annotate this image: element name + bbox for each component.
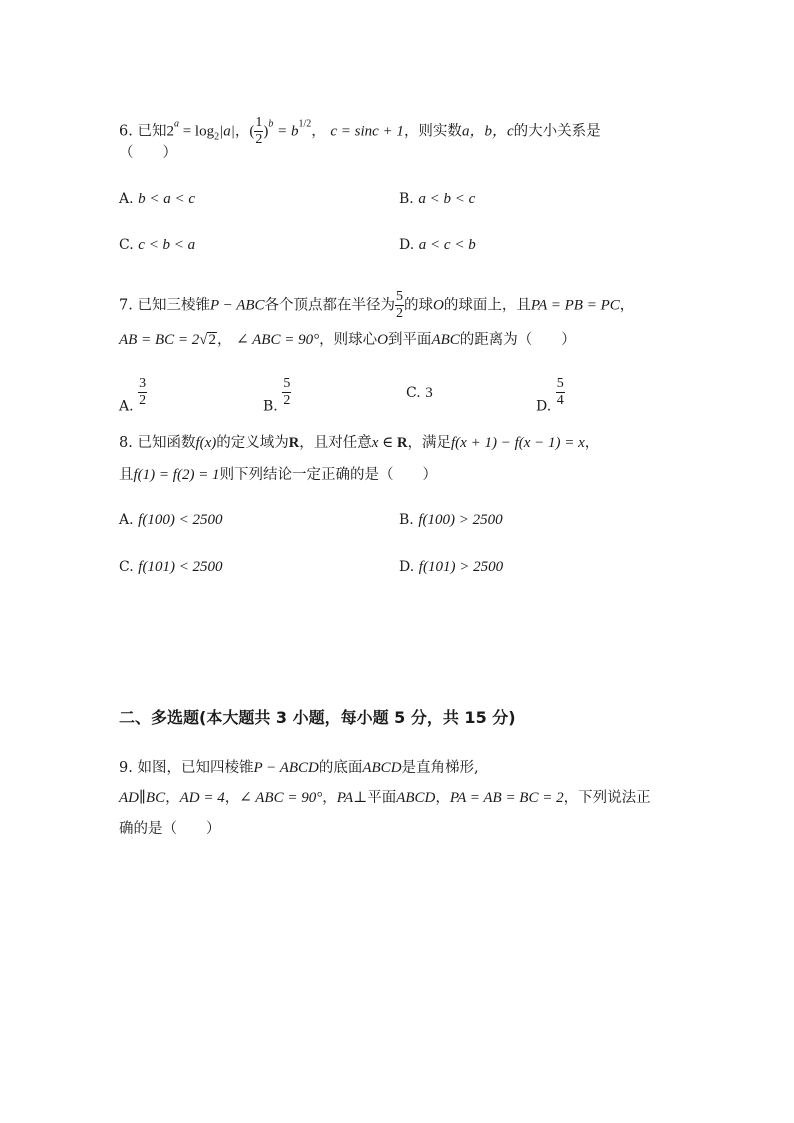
q7-radical-sign: √	[199, 332, 208, 348]
q6-option-b	[399, 192, 475, 207]
q8-option-c	[119, 560, 223, 575]
q6-vars: a，b，c	[461, 123, 514, 140]
q7-o1: O	[433, 297, 444, 314]
q6-text-a: 已知	[137, 123, 167, 140]
q7-number: 7.	[119, 297, 133, 314]
q9-plane: 平面	[367, 790, 397, 806]
q6-expr2-rhs-exp: 1/2	[298, 118, 312, 130]
section2-heading: 二、多选题(本大题共 3 小题，每小题 5 分，共 15 分)	[119, 708, 516, 727]
q7-o2: O	[377, 332, 388, 348]
q8-r1: R	[288, 435, 300, 451]
q6-option-b-label: B.	[399, 191, 414, 207]
q8-text-c: ，且对任意	[299, 435, 372, 451]
q7-stem	[119, 290, 634, 321]
q8-option-d-text: f(101) > 2500	[418, 559, 504, 575]
q9-sep1: ，	[165, 790, 180, 806]
q7-text-b: 各个顶点都在半径为	[264, 297, 396, 314]
q9-pabcd: P − ABCD	[253, 760, 319, 776]
q6-expr1-sub: 2	[214, 131, 220, 143]
q6-expr1-base: 2	[166, 123, 174, 140]
q6-option-d-label: D.	[399, 237, 415, 253]
q8-option-c-label: C.	[119, 559, 134, 575]
q6-number: 6.	[119, 123, 133, 140]
q7-line2-c: 到平面	[387, 332, 432, 348]
q9-abcd-2: ABCD	[396, 790, 436, 806]
q6-expr2-eq: = b	[273, 123, 299, 140]
q6-option-c-label: C.	[119, 237, 134, 253]
q7-text-a: 已知三棱锥	[137, 297, 210, 314]
q9-sep3: ，	[322, 790, 337, 806]
q7-option-d-den: 4	[556, 393, 564, 408]
q7-option-c-text: 3	[425, 385, 433, 401]
q9-parallel: AD∥BC	[119, 790, 166, 806]
q6-sep2: ，	[311, 123, 326, 140]
q7-text-c: 的球	[404, 297, 434, 314]
q7-line2-b: ，则球心	[319, 332, 378, 348]
q8-option-a	[119, 513, 222, 528]
q8-r2: R	[397, 435, 408, 451]
q6-expr1-rest: = log	[178, 123, 215, 140]
q9-text-c: 是直角梯形,	[401, 760, 479, 776]
q7-option-d-num: 5	[556, 376, 564, 391]
q6-sep1: ，	[234, 123, 250, 140]
q7-option-a-num: 3	[139, 376, 147, 391]
q6-option-a-text: b < a < c	[138, 191, 196, 207]
q6-expr3: c = sinc + 1	[330, 123, 404, 140]
q6-expr2-open: (	[249, 123, 255, 140]
q7-radius	[395, 290, 404, 321]
q8-eq: f(x + 1) − f(x − 1) = x	[451, 435, 585, 451]
q9-sep4: ，	[435, 790, 450, 806]
q9-ad: AD = 4	[179, 790, 225, 806]
q7-comma: ，	[619, 297, 635, 314]
q9-eq: PA = AB = BC = 2	[449, 790, 564, 806]
q7-option-c-label: C.	[406, 385, 421, 401]
q7-option-b-label: B.	[263, 398, 278, 415]
q6-text-b: ，则实数	[403, 123, 462, 140]
q6-option-b-text: a < b < c	[418, 191, 476, 207]
q8-stem	[119, 436, 599, 451]
q6-option-d	[399, 238, 476, 253]
q8-option-d	[399, 560, 503, 575]
q8-fx: f(x)	[195, 435, 217, 451]
q8-xin: x ∈	[371, 435, 398, 451]
q6-expr2-den: 2	[255, 132, 263, 147]
q7-line2	[119, 332, 576, 348]
q6-option-c-text: c < b < a	[138, 237, 196, 253]
q6-paren: （ ）	[119, 145, 177, 161]
q6-stem	[119, 116, 601, 147]
q7-line2-d: 的距离为（ ）	[459, 332, 576, 348]
q7-option-a-frac	[138, 377, 147, 408]
q6-option-c	[119, 238, 195, 253]
q9-line2	[119, 791, 651, 806]
q8-text-b: 的定义域为	[216, 435, 289, 451]
q9-sep2: ，	[224, 790, 240, 806]
q6-expr1-abs: |a|	[219, 123, 235, 140]
q9-stem	[119, 761, 479, 776]
q7-option-b-num: 5	[283, 376, 291, 391]
q9-perp: PA⊥	[336, 790, 368, 806]
q7-line2-sep: ，	[216, 332, 232, 348]
q8-option-a-label: A.	[119, 512, 134, 528]
q7-angle: ∠ ABC = 90°	[236, 332, 320, 348]
q8-line2	[119, 468, 437, 483]
q7-option-a-label: A.	[119, 398, 134, 415]
q6-text-c: 的大小关系是	[513, 123, 601, 140]
q8-option-a-text: f(100) < 2500	[138, 512, 223, 528]
q9-line2-b: ，下列说法正	[563, 790, 651, 806]
q6-option-a-label: A.	[119, 191, 134, 207]
q8-option-c-text: f(101) < 2500	[138, 559, 223, 575]
q8-text-d: ，满足	[407, 435, 452, 451]
q6-expr2-close: )	[263, 123, 269, 140]
q7-option-b-den: 2	[283, 393, 291, 408]
q8-number: 8.	[119, 435, 133, 451]
q8-line2-eq: f(1) = f(2) = 1	[133, 467, 220, 483]
q8-option-b	[399, 513, 503, 528]
q7-option-b	[263, 377, 291, 414]
q6-option-d-text: a < c < b	[418, 237, 476, 253]
q7-pabc: P − ABC	[209, 297, 265, 314]
q7-line2-eq: AB = BC = 2	[119, 332, 200, 348]
q8-option-d-label: D.	[399, 559, 415, 575]
q7-option-d-label: D.	[536, 398, 552, 415]
q7-eq1: PA = PB = PC	[530, 297, 620, 314]
q6-expr2-frac	[254, 116, 263, 147]
q7-option-a-den: 2	[139, 393, 147, 408]
q9-text-b: 的底面	[318, 760, 363, 776]
q8-option-b-text: f(100) > 2500	[418, 512, 503, 528]
q9-line3: 确的是（ ）	[119, 821, 221, 837]
q9-number: 9.	[119, 760, 133, 776]
q8-line2-a: 且	[119, 467, 134, 483]
q9-angle: ∠ ABC = 90°	[239, 790, 323, 806]
q7-option-b-frac	[282, 377, 291, 408]
q7-text-d: 的球面上，且	[443, 297, 531, 314]
q7-radius-num: 5	[396, 289, 404, 304]
q8-comma: ，	[584, 435, 600, 451]
q6-expr2-num: 1	[255, 115, 263, 130]
q7-option-a	[119, 377, 147, 414]
q7-radius-den: 2	[396, 306, 404, 321]
q6-expr2-exp: b	[268, 118, 274, 130]
q6-expr1-exp: a	[173, 118, 179, 130]
q8-text-a: 已知函数	[137, 435, 196, 451]
q9-abcd: ABCD	[362, 760, 402, 776]
q8-option-b-label: B.	[399, 512, 414, 528]
q8-line2-b: 则下列结论一定正确的是（ ）	[219, 467, 438, 483]
q6-option-a	[119, 192, 195, 207]
q7-option-d-frac	[556, 377, 565, 408]
q7-option-c	[406, 386, 433, 401]
q7-abc: ABC	[431, 332, 460, 348]
q9-text-a: 如图，已知四棱锥	[137, 760, 254, 776]
q7-option-d	[536, 377, 565, 414]
q7-line2-sqrt: 2	[208, 332, 216, 348]
